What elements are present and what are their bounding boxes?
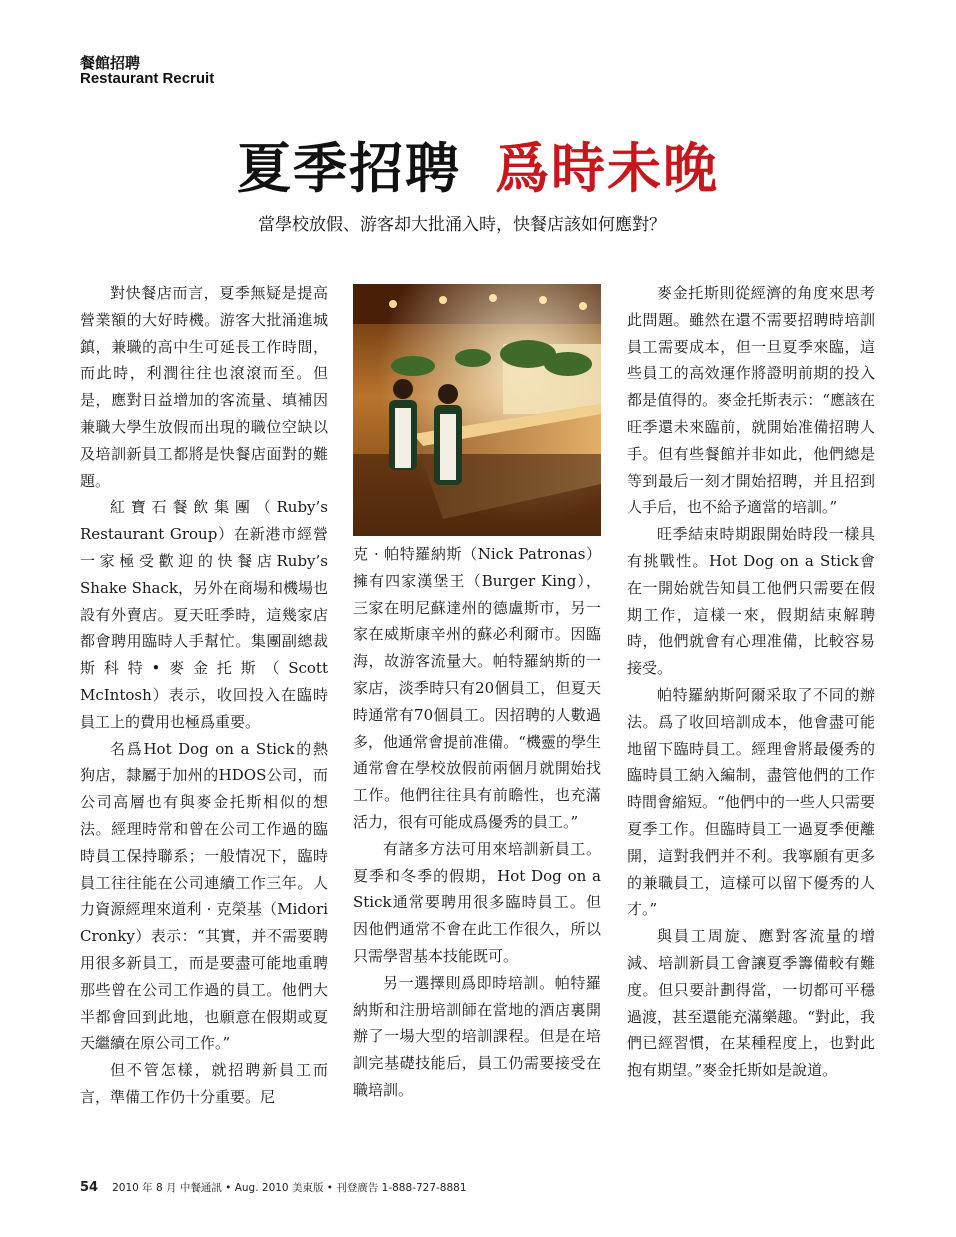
restaurant-photo [353,284,601,536]
paragraph: 克 · 帕特羅納斯（Nick Patronas）擁有四家漢堡王（Burger King），三家在明尼蘇達州的德盧斯市，另一家在威斯康辛州的蘇必利爾市。因臨海，故游客流量大。帕特羅納斯的一家店，淡季時只有20個員工，但夏天時通常有70個員工。因招聘的人數過多，他通常會提前准備。“機靈的學生通常會在學校放假前兩個月就開始找工作。他們往往具有前瞻性，也充滿活力，很有可能成爲優秀的員工。” [353,545,601,831]
article-subtitle: 當學校放假、游客却大批涌入時，快餐店該如何應對？ [258,215,666,235]
footer-info: 2010 年 8 月 中餐通訊 • Aug. 2010 美東版 • 刊登廣告 1-888-727-8881 [112,1182,467,1194]
text-column-1 [80,280,328,1111]
paragraph: 另一選擇則爲即時培訓。帕特羅納斯和注册培訓師在當地的酒店裏開辦了一場大型的培訓課程。但是在培訓完基礎技能后，員工仍需要接受在職培訓。 [353,973,601,1099]
section-label-en: Restaurant Recruit [80,70,215,87]
paragraph: 有諸多方法可用來培訓新員工。夏季和冬季的假期，Hot Dog on a Stick通常要聘用很多臨時員工。但因他們通常不會在此工作很久，所以只需學習基本技能既可。 [353,839,601,965]
section-label-zh: 餐館招聘 [80,54,141,72]
title-part-red: 爲時未晚 [495,136,719,200]
article-title [0,128,956,208]
paragraph: 帕特羅納斯阿爾采取了不同的辦法。爲了收回培訓成本，他會盡可能地留下臨時員工。經理會將最優秀的臨時員工納入編制，盡管他們的工作時間會縮短。“他們中的一些人只需要夏季工作。但臨時員工一過夏季便離開，這對我們并不利。我寧願有更多的兼職員工，這樣可以留下優秀的人才。” [627,685,875,919]
paragraph: 但不管怎樣，就招聘新員工而言，準備工作仍十分重要。尼 [80,1061,328,1106]
paragraph: 旺季結束時期跟開始時段一樣具有挑戰性。Hot Dog on a Stick會在一開始就告知員工他們只需要在假期工作，這樣一來，假期結束解聘時，他們就會有心理准備，比較容易接受。 [627,525,875,678]
page-footer [80,1180,467,1195]
paragraph: 麥金托斯則從經濟的角度來思考此問題。雖然在還不需要招聘時培訓員工需要成本，但一旦夏季來臨，這些員工的高效運作將證明前期的投入都是值得的。麥金托斯表示：“應該在旺季還未來臨前，就開始准備招聘人手。但有些餐館并非如此，他們總是等到最后一刻才開始招聘，并且招到人手后，也不給予適當的培訓。” [627,284,875,517]
paragraph: 與員工周旋、應對客流量的增減、培訓新員工會讓夏季籌備較有難度。但只要計劃得當，一切都可平穩過渡，甚至還能充滿樂趣。“對此，我們已經習慣，在某種程度上，也對此抱有期望。”麥金托斯如是說道。 [627,927,875,1080]
paragraph: 名爲Hot Dog on a Stick的熱狗店，隸屬于加州的HDOS公司，而公司高層也有與麥金托斯相似的想法。經理時常和曾在公司工作過的臨時員工保持聯系；一般情况下，臨時員工往往能在公司連續工作三年。人力資源經理來道利 · 克榮基（Midori Cronky）表示：“其實，并不需要聘用很多新員工，而是要盡可能地重聘那些曾在公司工作過的員工。他們大半都會回到此地，也願意在假期或夏天繼續在原公司工作。” [80,739,328,1053]
paragraph: 對快餐店而言，夏季無疑是提高營業額的大好時機。游客大批涌進城鎮，兼職的高中生可延長工作時間，而此時，利潤往往也滾滾而至。但是，應對日益增加的客流量、填補因兼職大學生放假而出現的職位空缺以及培訓新員工都將是快餐店面對的難題。 [80,284,328,490]
text-column-2 [353,541,601,1104]
page-number: 54 [80,1180,99,1195]
text-column-3 [627,280,875,1084]
paragraph: 紅寶石餐飲集團（Ruby’s Restaurant Group）在新港市經營一家極受歡迎的快餐店Ruby’s Shake Shack，另外在商場和機場也設有外賣店。夏天旺季時，這幾家店都會聘用臨時人手幫忙。集團副總裁斯科特•麥金托斯（Scott McIntosh）表示，收回投入在臨時員工上的費用也極爲重要。 [80,498,328,731]
title-part-black: 夏季招聘 [237,136,461,200]
